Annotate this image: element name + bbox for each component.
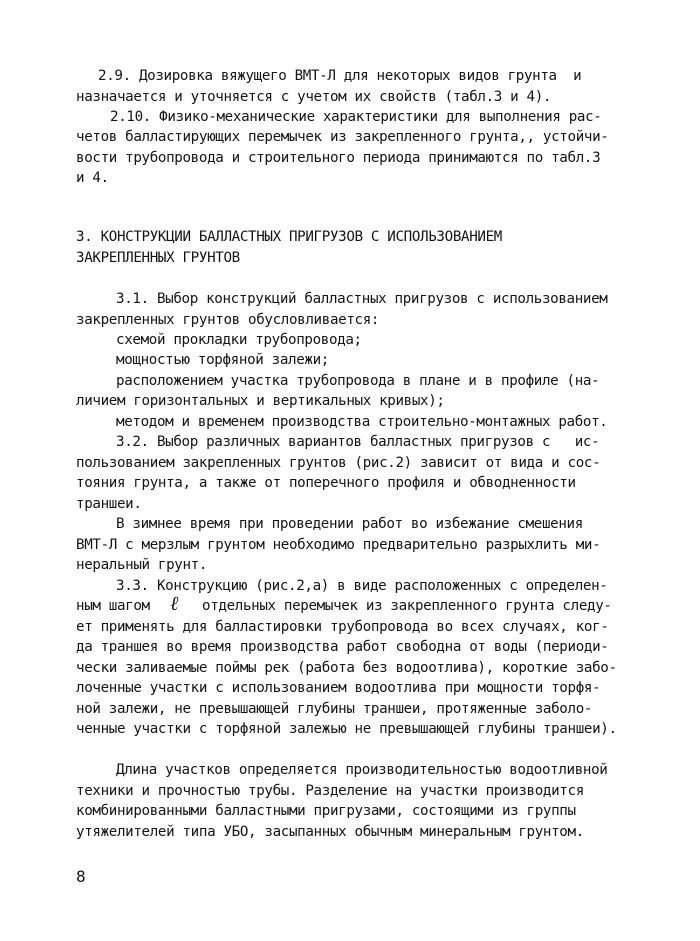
text-line: 3.1. Выбор конструкций балластных пригрузов с использованием: [116, 291, 608, 307]
text-line: ет применять для балластировки трубопровода во всех случаях, ког-: [76, 619, 609, 635]
section-heading: ЗАКРЕПЛЕННЫХ ГРУНТОВ: [76, 250, 240, 266]
page-number: 8: [76, 867, 86, 886]
text-line: утяжелителей типа УБО, засыпанных обычным минеральным грунтом.: [76, 824, 584, 840]
text-line: 3.2. Выбор различных вариантов балластных пригрузов с ис-: [116, 434, 600, 450]
list-item: мощностью торфяной залежи;: [116, 352, 329, 368]
text-line: ВМТ-Л с мерзлым грунтом необходимо предварительно разрыхлить ми-: [76, 537, 601, 553]
text-line: закрепленных грунтов обусловливается:: [76, 312, 380, 328]
text-line: ной залежи, не превышающей глубины траншеи, протяженные заболо-: [76, 701, 593, 717]
text-line: комбинированными балластными пригрузами, состоящими из группы: [76, 803, 576, 819]
text-line: тояния грунта, а также от поперечного профиля и обводненности: [76, 475, 576, 491]
text-line: вости трубопровода и строительного периода принимаются по табл.3: [76, 150, 601, 166]
text-line: назначается и уточняется с учетом их свойств (табл.3 и 4).: [76, 89, 552, 105]
list-item: методом и временем производства строительно-монтажных работ.: [116, 414, 608, 430]
text-line: 2.10. Физико-механические характеристики для выполнения рас-: [110, 109, 602, 125]
list-item: расположением участка трубопровода в плане и в профиле (на-: [116, 373, 600, 389]
text-line: ченные участки с торфяной залежью не превышающей глубины траншеи).: [76, 721, 617, 737]
text-line: 3.3. Конструкцию (рис.2,а) в виде расположенных с определен-: [116, 578, 608, 594]
text-line: и 4.: [76, 170, 109, 186]
section-heading: 3. КОНСТРУКЦИИ БАЛЛАСТНЫХ ПРИГРУЗОВ С ИСПОЛЬЗОВАНИЕМ: [76, 229, 502, 245]
text-line: траншеи.: [76, 496, 142, 512]
list-item: схемой прокладки трубопровода;: [116, 332, 362, 348]
text-line: отдельных перемычек из закрепленного грунта следу-: [202, 598, 612, 614]
text-line: техники и прочностью трубы. Разделение на участки производится: [76, 783, 584, 799]
text-line: да траншея во время производства работ свободна от воды (периоди-: [76, 639, 609, 655]
handwritten-l-symbol: ℓ: [170, 591, 178, 615]
text-line: лоченные участки с использованием водоотлива при мощности торфя-: [76, 680, 601, 696]
text-line: В зимнее время при проведении работ во избежание смешения: [116, 516, 583, 532]
list-item: личием горизонтальных и вертикальных кривых);: [76, 393, 445, 409]
text-line: пользованием закрепленных грунтов (рис.2) зависит от вида и сос-: [76, 455, 601, 471]
text-line: четов балластирующих перемычек из закрепленного грунта,, устойчи-: [76, 129, 609, 145]
text-line: 2.9. Дозировка вяжущего ВМТ-Л для некоторых видов грунта и: [98, 68, 582, 84]
text-line: Длина участков определяется производительностью водоотливной: [116, 762, 608, 778]
text-line: ным шагом: [76, 598, 150, 614]
text-line: чески заливаемые поймы рек (работа без водоотлива), короткие забо-: [76, 660, 617, 676]
text-line: неральный грунт.: [76, 557, 208, 573]
